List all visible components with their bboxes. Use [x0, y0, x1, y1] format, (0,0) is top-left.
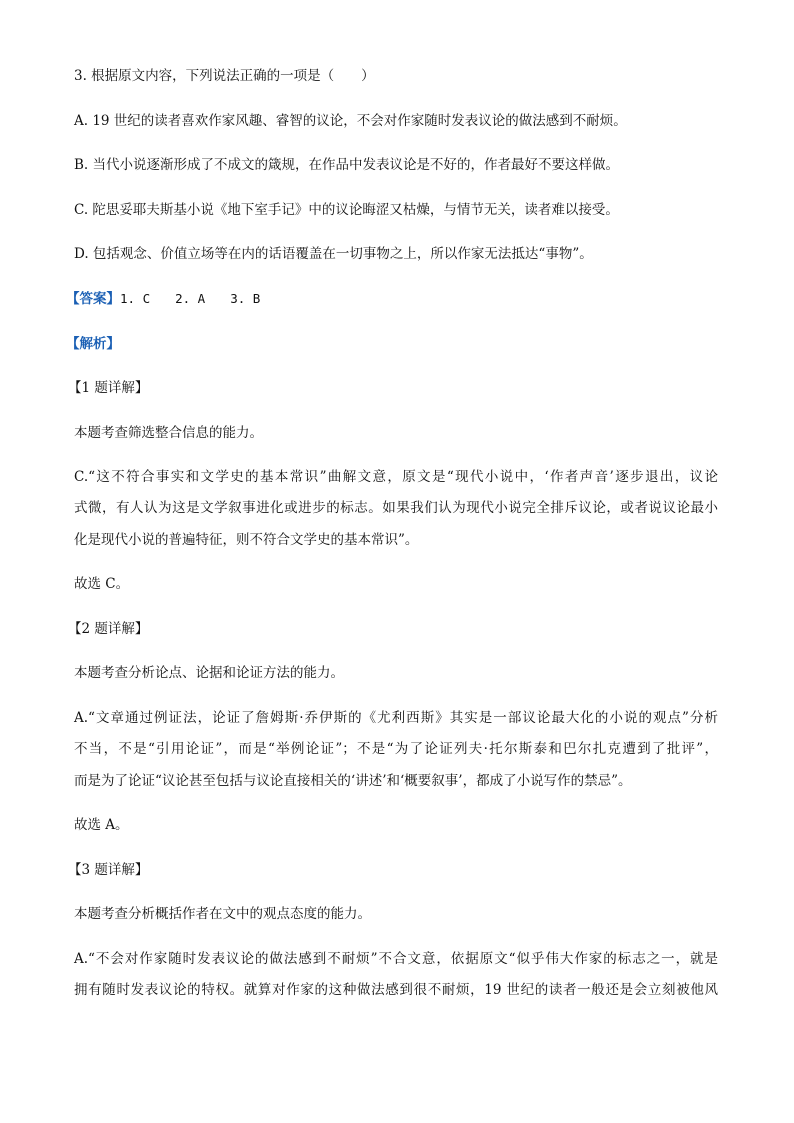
question-3-option-b: B. 当代小说逐渐形成了不成文的箴规，在作品中发表议论是不好的，作者最好不要这样做。	[74, 157, 620, 173]
detail-3-intro: 本题考查分析概括作者在文中的观点态度的能力。	[74, 906, 371, 922]
detail-2-conclusion: 故选 A。	[74, 817, 129, 833]
detail-1-heading: 【1 题详解】	[68, 380, 149, 396]
detail-3-line-1: A.“不会对作家随时发表议论的做法感到不耐烦”不合文意，依据原文“似乎伟大作家的标志之一，就是	[74, 951, 718, 967]
answer-line	[66, 289, 260, 309]
detail-1-conclusion: 故选 C。	[74, 576, 130, 592]
question-3-option-a: A. 19 世纪的读者喜欢作家风趣、睿智的议论，不会对作家随时发表议论的做法感到不耐烦。	[74, 113, 627, 129]
question-3-option-d: D. 包括观念、价值立场等在内的话语覆盖在一切事物之上，所以作家无法抵达“事物”。	[74, 246, 593, 262]
detail-2-intro: 本题考查分析论点、论据和论证方法的能力。	[74, 665, 344, 681]
detail-2-line-2: 不当，不是“引用论证”，而是“举例论证”；不是“为了论证列夫·托尔斯泰和巴尔扎克遭到了批评”，	[74, 741, 718, 757]
question-3-stem: 3. 根据原文内容，下列说法正确的一项是（ ）	[74, 68, 375, 84]
detail-1-line-2: 式微，有人认为这是文学叙事进化或进步的标志。如果我们认为现代小说完全排斥议论，或者说议论最小	[74, 500, 718, 516]
detail-3-heading: 【3 题详解】	[68, 862, 149, 878]
answer-value: 1. C 2. A 3. B	[120, 291, 261, 306]
detail-1-line-1: C.“这不符合事实和文学史的基本常识”曲解文意，原文是“现代小说中，‘作者声音’逐步退出，议论	[74, 469, 718, 485]
detail-2-line-3: 而是为了论证“议论甚至包括与议论直接相关的‘讲述’和‘概要叙事’，都成了小说写作的禁忌”。	[74, 773, 632, 789]
detail-3-line-2: 拥有随时发表议论的特权。就算对作家的这种做法感到很不耐烦，19 世纪的读者一般还是会立刻被他风	[74, 982, 718, 998]
detail-2-line-1: A.“文章通过例证法，论证了詹姆斯·乔伊斯的《尤利西斯》其实是一部议论最大化的小说的观点”分析	[74, 710, 718, 726]
detail-1-line-3: 化是现代小说的普遍特征，则不符合文学史的基本常识”。	[74, 532, 419, 548]
answer-label: 【答案】	[66, 291, 120, 307]
detail-2-heading: 【2 题详解】	[68, 621, 149, 637]
question-3-option-c: C. 陀思妥耶夫斯基小说《地下室手记》中的议论晦涩又枯燥，与情节无关，读者难以接受。	[74, 202, 619, 218]
analysis-label: 【解析】	[66, 336, 120, 352]
detail-1-intro: 本题考查筛选整合信息的能力。	[74, 425, 263, 441]
